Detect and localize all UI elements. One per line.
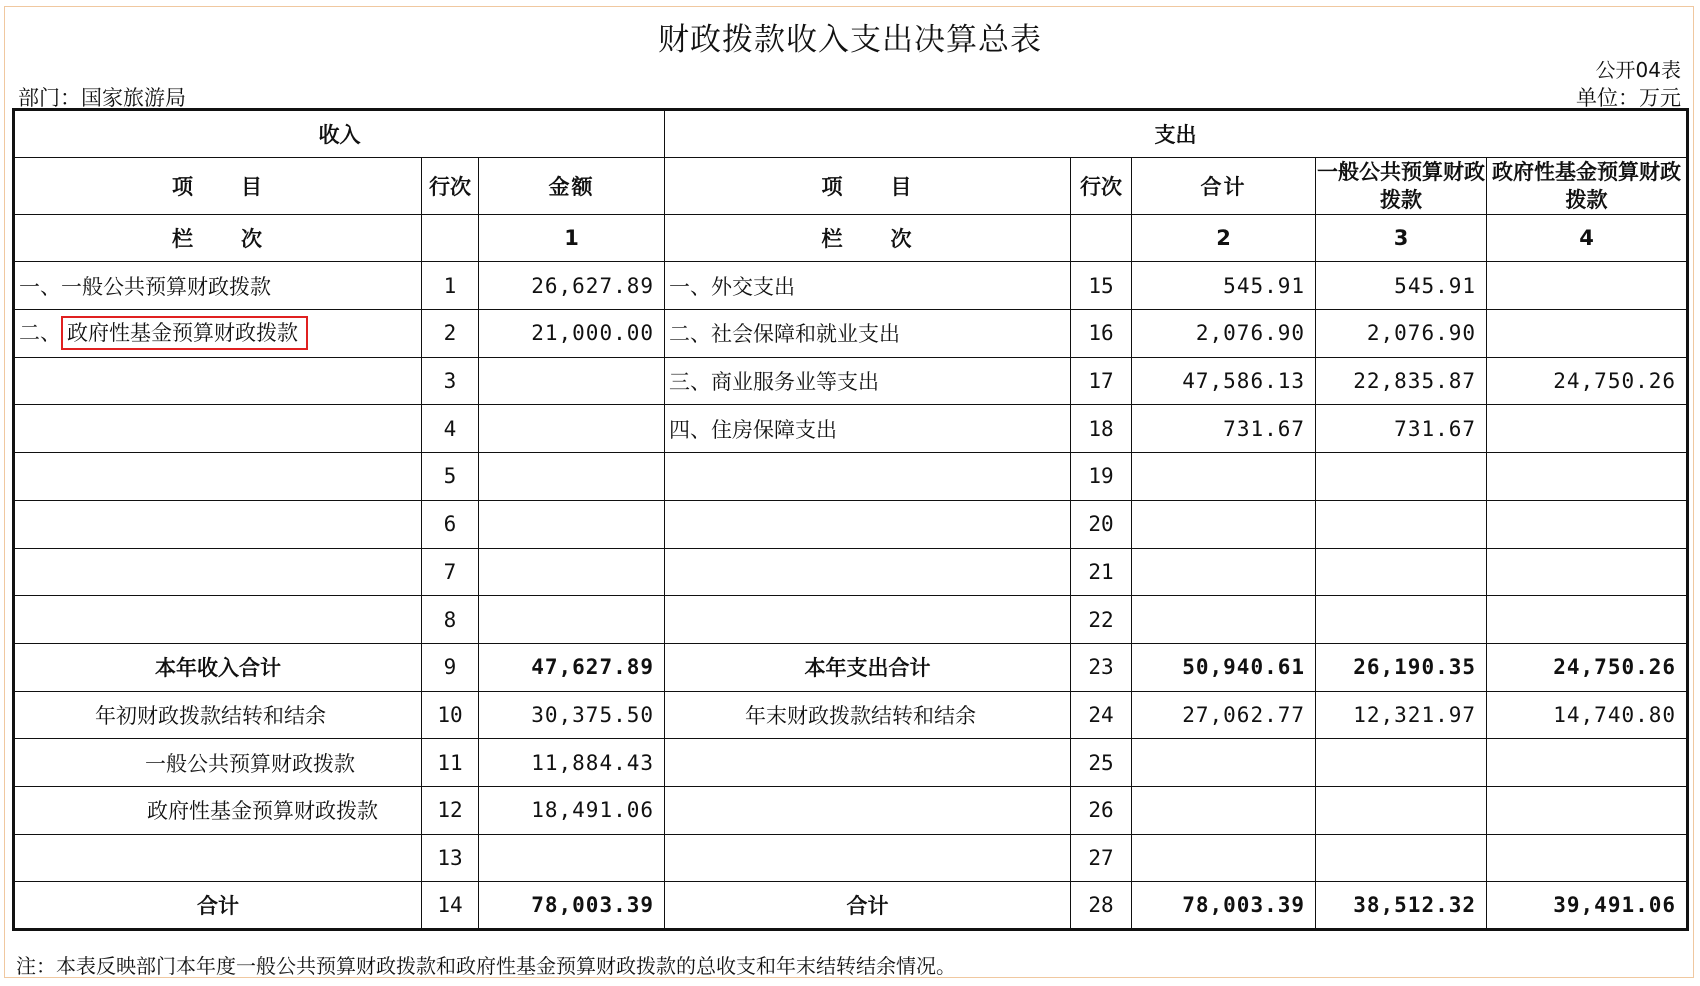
expense-item [665, 500, 1071, 548]
income-item: 政府性基金预算财政拨款 [14, 786, 422, 834]
page-title: 财政拨款收入支出决算总表 [658, 22, 1042, 58]
income-row-no: 10 [422, 691, 479, 739]
expense-row-no: 23 [1071, 643, 1132, 691]
income-row-no: 1 [422, 262, 479, 310]
expense-general [1316, 739, 1487, 787]
expense-item: 年末财政拨款结转和结余 [665, 691, 1071, 739]
fiscal-summary-table [12, 108, 1689, 931]
income-amount: 21,000.00 [479, 310, 665, 358]
footnote: 注：本表反映部门本年度一般公共预算财政拨款和政府性基金预算财政拨款的总收支和年末结转结余情况。 [16, 954, 956, 978]
income-row-no: 11 [422, 739, 479, 787]
expense-item: 四、住房保障支出 [665, 405, 1071, 453]
column-4-label: 4 [1487, 214, 1688, 262]
expense-fund [1487, 453, 1688, 501]
expense-row-no: 15 [1071, 262, 1132, 310]
column-3-label: 3 [1316, 214, 1487, 262]
expense-header: 支出 [665, 110, 1688, 158]
table-row-subtotal [14, 643, 1688, 691]
income-row-no: 12 [422, 786, 479, 834]
expense-row-no: 20 [1071, 500, 1132, 548]
expense-general: 26,190.35 [1316, 643, 1487, 691]
expense-item [665, 548, 1071, 596]
income-header: 收入 [14, 110, 665, 158]
expense-fund [1487, 500, 1688, 548]
empty-cell [422, 214, 479, 262]
table-row [14, 262, 1688, 310]
table-row [14, 834, 1688, 882]
income-row-no: 13 [422, 834, 479, 882]
general-budget-header: 一般公共预算财政拨款 [1316, 157, 1487, 214]
table-row [14, 786, 1688, 834]
gov-fund-header: 政府性基金预算财政拨款 [1487, 157, 1688, 214]
expense-total [1132, 834, 1316, 882]
income-item [14, 500, 422, 548]
income-row-no: 5 [422, 453, 479, 501]
expense-item [665, 739, 1071, 787]
income-item: 合计 [14, 882, 422, 930]
income-amount [479, 596, 665, 644]
expense-item-header: 项 目 [665, 157, 1071, 214]
department-label: 部门：国家旅游局 [18, 86, 186, 110]
expense-total [1132, 739, 1316, 787]
income-item [14, 453, 422, 501]
expense-general: 38,512.32 [1316, 882, 1487, 930]
expense-general: 12,321.97 [1316, 691, 1487, 739]
highlighted-item: 政府性基金预算财政拨款 [61, 316, 308, 350]
income-item-header: 项 目 [14, 157, 422, 214]
expense-total: 731.67 [1132, 405, 1316, 453]
expense-general: 731.67 [1316, 405, 1487, 453]
income-amount: 18,491.06 [479, 786, 665, 834]
expense-row-no: 19 [1071, 453, 1132, 501]
expense-general [1316, 548, 1487, 596]
income-amount [479, 834, 665, 882]
expense-fund [1487, 262, 1688, 310]
expense-general [1316, 786, 1487, 834]
income-row-no: 14 [422, 882, 479, 930]
income-amount [479, 548, 665, 596]
expense-total [1132, 786, 1316, 834]
income-amount: 30,375.50 [479, 691, 665, 739]
expense-fund [1487, 596, 1688, 644]
expense-total [1132, 548, 1316, 596]
expense-row-no: 16 [1071, 310, 1132, 358]
income-amount-header: 金额 [479, 157, 665, 214]
income-row-no: 9 [422, 643, 479, 691]
expense-general [1316, 596, 1487, 644]
income-amount: 78,003.39 [479, 882, 665, 930]
income-row-no: 3 [422, 357, 479, 405]
unit-label: 单位：万元 [1576, 86, 1681, 110]
income-amount [479, 453, 665, 501]
income-item-prefix: 二、 [19, 321, 61, 346]
expense-fund: 14,740.80 [1487, 691, 1688, 739]
expense-row-no: 26 [1071, 786, 1132, 834]
expense-general: 2,076.90 [1316, 310, 1487, 358]
expense-fund [1487, 834, 1688, 882]
income-item: 一、一般公共预算财政拨款 [14, 262, 422, 310]
expense-total: 50,940.61 [1132, 643, 1316, 691]
expense-fund [1487, 786, 1688, 834]
expense-fund [1487, 405, 1688, 453]
expense-row-no: 28 [1071, 882, 1132, 930]
table-row [14, 548, 1688, 596]
income-item [14, 596, 422, 644]
expense-item: 三、商业服务业等支出 [665, 357, 1071, 405]
income-item: 年初财政拨款结转和结余 [14, 691, 422, 739]
expense-row-no: 25 [1071, 739, 1132, 787]
income-row-no: 8 [422, 596, 479, 644]
expense-general: 545.91 [1316, 262, 1487, 310]
income-row-no: 7 [422, 548, 479, 596]
expense-fund [1487, 548, 1688, 596]
column-1-label: 1 [479, 214, 665, 262]
income-amount: 47,627.89 [479, 643, 665, 691]
expense-row-no-header: 行次 [1071, 157, 1132, 214]
expense-row-no: 24 [1071, 691, 1132, 739]
expense-item: 二、社会保障和就业支出 [665, 310, 1071, 358]
table-row [14, 453, 1688, 501]
income-item: 本年收入合计 [14, 643, 422, 691]
income-item: 一般公共预算财政拨款 [14, 739, 422, 787]
column-2-label: 2 [1132, 214, 1316, 262]
income-amount [479, 405, 665, 453]
table-row-total [14, 882, 1688, 930]
expense-row-no: 27 [1071, 834, 1132, 882]
expense-item: 合计 [665, 882, 1071, 930]
expense-fund: 24,750.26 [1487, 643, 1688, 691]
expense-total [1132, 453, 1316, 501]
expense-general: 22,835.87 [1316, 357, 1487, 405]
expense-total: 27,062.77 [1132, 691, 1316, 739]
table-row [14, 691, 1688, 739]
expense-item [665, 453, 1071, 501]
income-item [14, 548, 422, 596]
expense-fund [1487, 739, 1688, 787]
income-column-label: 栏 次 [14, 214, 422, 262]
income-item [14, 405, 422, 453]
expense-item: 一、外交支出 [665, 262, 1071, 310]
empty-cell [1071, 214, 1132, 262]
expense-item: 本年支出合计 [665, 643, 1071, 691]
expense-general [1316, 500, 1487, 548]
expense-row-no: 17 [1071, 357, 1132, 405]
income-row-no-header: 行次 [422, 157, 479, 214]
table-row [14, 357, 1688, 405]
expense-item [665, 596, 1071, 644]
expense-general [1316, 834, 1487, 882]
income-item [14, 357, 422, 405]
income-row-no: 4 [422, 405, 479, 453]
expense-row-no: 22 [1071, 596, 1132, 644]
expense-total [1132, 500, 1316, 548]
income-amount [479, 500, 665, 548]
income-row-no: 2 [422, 310, 479, 358]
expense-item [665, 786, 1071, 834]
expense-total: 545.91 [1132, 262, 1316, 310]
table-row [14, 405, 1688, 453]
expense-total: 78,003.39 [1132, 882, 1316, 930]
table-row [14, 739, 1688, 787]
expense-fund [1487, 310, 1688, 358]
form-number: 公开04表 [1595, 58, 1681, 82]
income-amount [479, 357, 665, 405]
income-item [14, 310, 422, 358]
expense-fund: 24,750.26 [1487, 357, 1688, 405]
expense-row-no: 18 [1071, 405, 1132, 453]
income-amount: 11,884.43 [479, 739, 665, 787]
expense-row-no: 21 [1071, 548, 1132, 596]
expense-total: 2,076.90 [1132, 310, 1316, 358]
expense-total-header: 合计 [1132, 157, 1316, 214]
expense-general [1316, 453, 1487, 501]
expense-total [1132, 596, 1316, 644]
income-amount: 26,627.89 [479, 262, 665, 310]
table-row [14, 310, 1688, 358]
table-row [14, 500, 1688, 548]
income-item [14, 834, 422, 882]
expense-column-label: 栏 次 [665, 214, 1071, 262]
expense-total: 47,586.13 [1132, 357, 1316, 405]
expense-item [665, 834, 1071, 882]
income-row-no: 6 [422, 500, 479, 548]
expense-fund: 39,491.06 [1487, 882, 1688, 930]
table-row [14, 596, 1688, 644]
